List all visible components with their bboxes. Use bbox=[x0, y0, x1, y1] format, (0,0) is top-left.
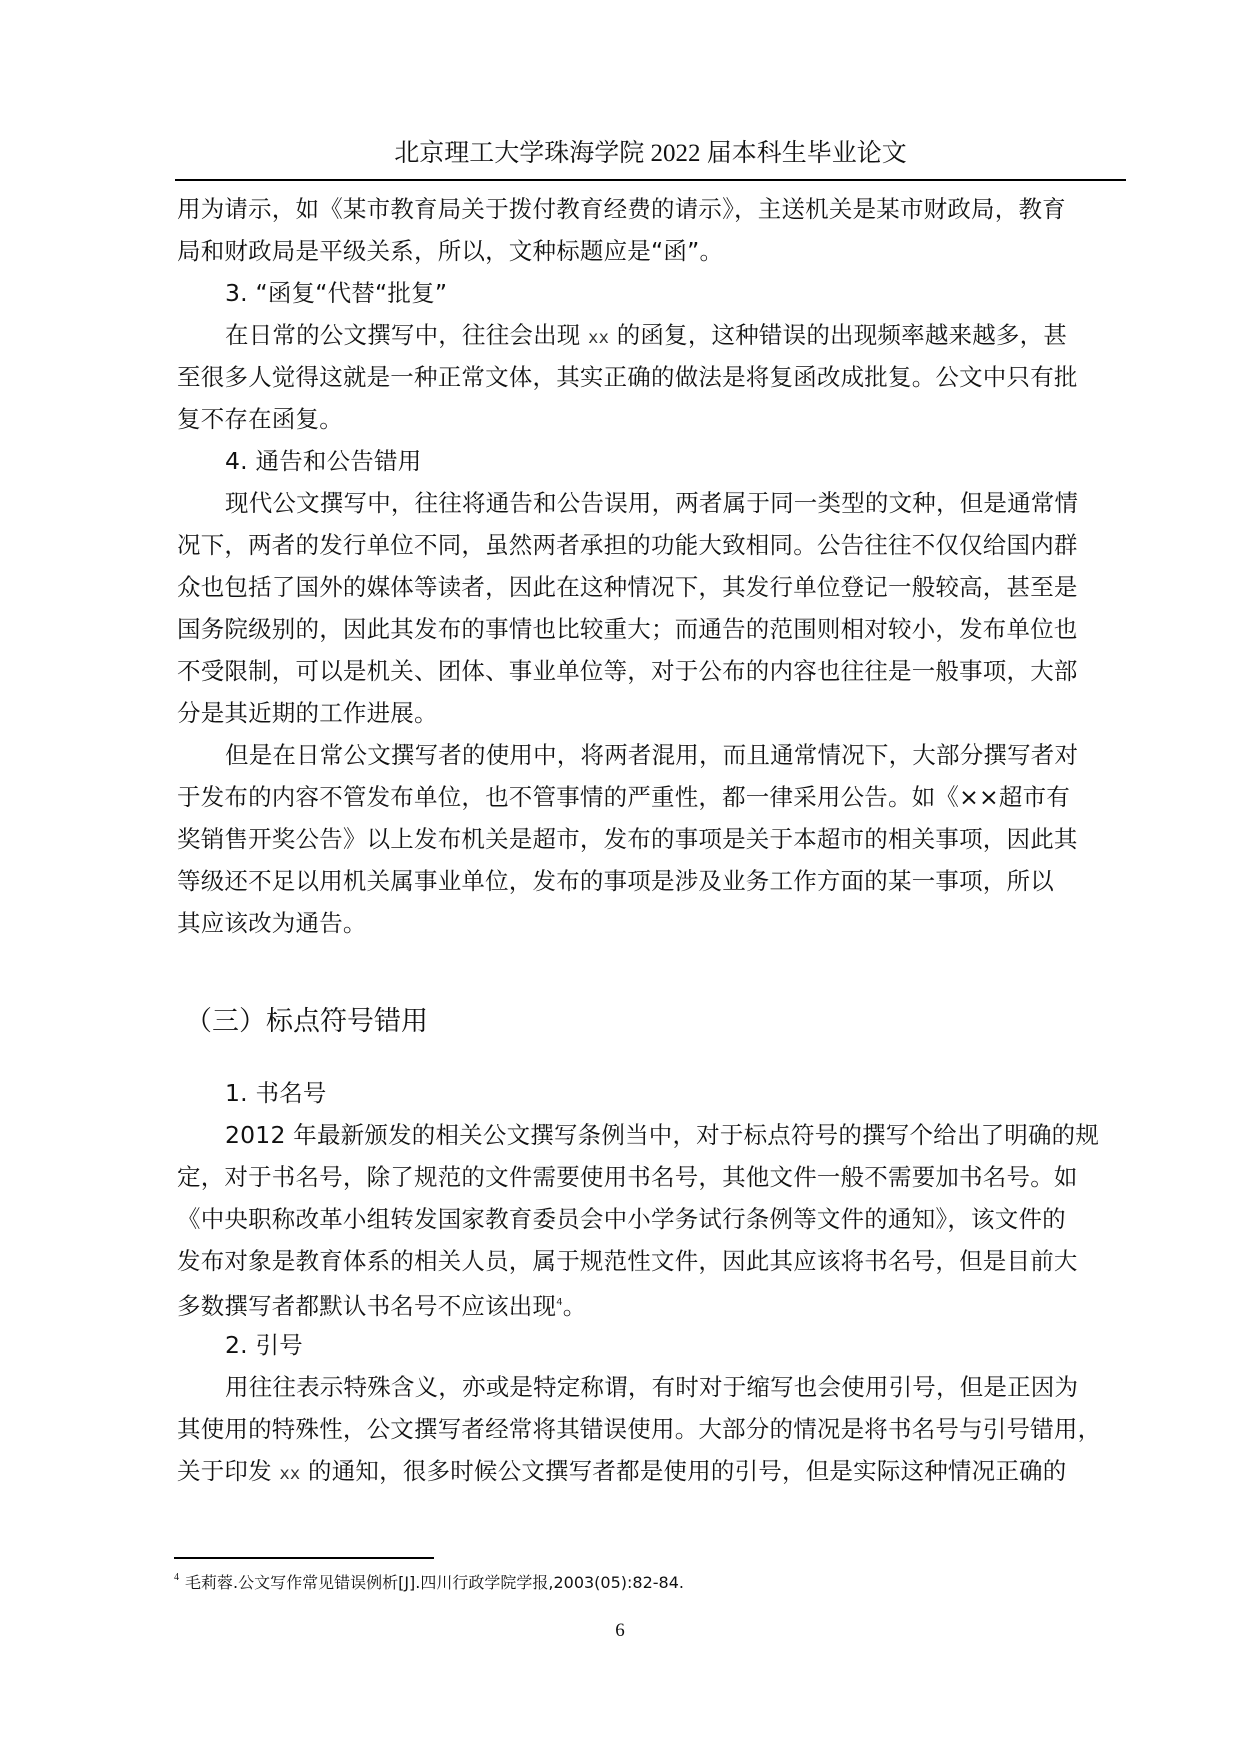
paragraph-line: 《中央职称改革小组转发国家教育委员会中小学务试行条例等文件的通知》，该文件的 bbox=[177, 1205, 1066, 1233]
header-rule bbox=[175, 179, 1126, 181]
page-number: 6 bbox=[615, 1620, 625, 1641]
paragraph-line bbox=[177, 1450, 1127, 1492]
subheading-4: 4. 通告和公告错用 bbox=[225, 447, 422, 475]
paragraph-line: 分是其近期的工作进展。 bbox=[177, 699, 438, 727]
paragraph-line: 现代公文撰写中，往往将通告和公告误用，两者属于同一类型的文种，但是通常情 bbox=[225, 489, 1079, 517]
paragraph-line: 于发布的内容不管发布单位，也不管事情的严重性，都一律采用公告。如《××超市有 bbox=[177, 783, 1070, 811]
paragraph-line: 其应该改为通告。 bbox=[177, 909, 367, 937]
text-span: 。 bbox=[562, 1292, 587, 1320]
footnote bbox=[174, 1566, 684, 1595]
paragraph-line: 用为请示，如《某市教育局关于拨付教育经费的请示》，主送机关是某市财政局，教育 bbox=[177, 195, 1066, 223]
spacer bbox=[177, 944, 1127, 992]
spacer bbox=[177, 1052, 1127, 1072]
paragraph-line: 奖销售开奖公告》以上发布机关是超市，发布的事项是关于本超市的相关事项，因此其 bbox=[177, 825, 1078, 853]
text-span: 关于印发 bbox=[177, 1457, 280, 1485]
section-heading: （三）标点符号错用 bbox=[185, 1006, 428, 1037]
paragraph-line: 不受限制，可以是机关、团体、事业单位等，对于公布的内容也往往是一般事项，大部 bbox=[177, 657, 1078, 685]
placeholder-xx: xx bbox=[588, 328, 610, 348]
subheading-2: 2. 引号 bbox=[225, 1331, 303, 1359]
paragraph-line: 用往往表示特殊含义，亦或是特定称谓，有时对于缩写也会使用引号，但是正因为 bbox=[225, 1373, 1079, 1401]
footnote-text: 毛莉蓉.公文写作常见错误例析[J].四川行政学院学报,2003(05):82-84. bbox=[185, 1573, 684, 1592]
paragraph-line: 况下，两者的发行单位不同，虽然两者承担的功能大致相同。公告往往不仅仅给国内群 bbox=[177, 531, 1078, 559]
footnote-separator bbox=[174, 1557, 434, 1559]
text-span: 的通知，很多时候公文撰写者都是使用的引号，但是实际这种情况正确的 bbox=[300, 1457, 1067, 1485]
body-text bbox=[177, 188, 1127, 1492]
running-header: 北京理工大学珠海学院 2022 届本科生毕业论文 bbox=[394, 140, 907, 167]
paragraph-line: 至很多人觉得这就是一种正常文体，其实正确的做法是将复函改成批复。公文中只有批 bbox=[177, 363, 1078, 391]
text-span: 多数撰写者都默认书名号不应该出现 bbox=[177, 1292, 557, 1320]
subheading-1: 1. 书名号 bbox=[225, 1079, 327, 1107]
paragraph-line: 发布对象是教育体系的相关人员，属于规范性文件，因此其应该将书名号，但是目前大 bbox=[177, 1247, 1078, 1275]
paragraph-line bbox=[177, 1282, 1127, 1324]
paragraph-line: 定，对于书名号，除了规范的文件需要使用书名号，其他文件一般不需要加书名号。如 bbox=[177, 1163, 1078, 1191]
placeholder-xx: xx bbox=[279, 1464, 301, 1484]
paragraph-line: 国务院级别的，因此其发布的事情也比较重大；而通告的范围则相对较小，发布单位也 bbox=[177, 615, 1078, 643]
paragraph-line bbox=[177, 314, 1127, 356]
paragraph-line: 复不存在函复。 bbox=[177, 405, 343, 433]
footnote-reference[interactable]: 4 bbox=[556, 1297, 563, 1308]
text-span: 在日常的公文撰写中，往往会出现 bbox=[225, 321, 589, 349]
paragraph-line: 等级还不足以用机关属事业单位，发布的事项是涉及业务工作方面的某一事项，所以 bbox=[177, 867, 1054, 895]
paragraph-line: 但是在日常公文撰写者的使用中，将两者混用，而且通常情况下，大部分撰写者对 bbox=[225, 741, 1079, 769]
paragraph-line: 其使用的特殊性，公文撰写者经常将其错误使用。大部分的情况是将书名号与引号错用， bbox=[177, 1415, 1102, 1443]
text-span: 的函复，这种错误的出现频率越来越多，甚 bbox=[609, 321, 1068, 349]
footnote-number: 4 bbox=[174, 1572, 179, 1583]
paragraph-line: 局和财政局是平级关系，所以，文种标题应是“函”。 bbox=[177, 237, 724, 265]
subheading-3: 3. “函复“代替“批复” bbox=[225, 279, 448, 307]
paragraph-line: 2012 年最新颁发的相关公文撰写条例当中，对于标点符号的撰写个给出了明确的规 bbox=[225, 1121, 1100, 1149]
paragraph-line: 众也包括了国外的媒体等读者，因此在这种情况下，其发行单位登记一般较高，甚至是 bbox=[177, 573, 1078, 601]
